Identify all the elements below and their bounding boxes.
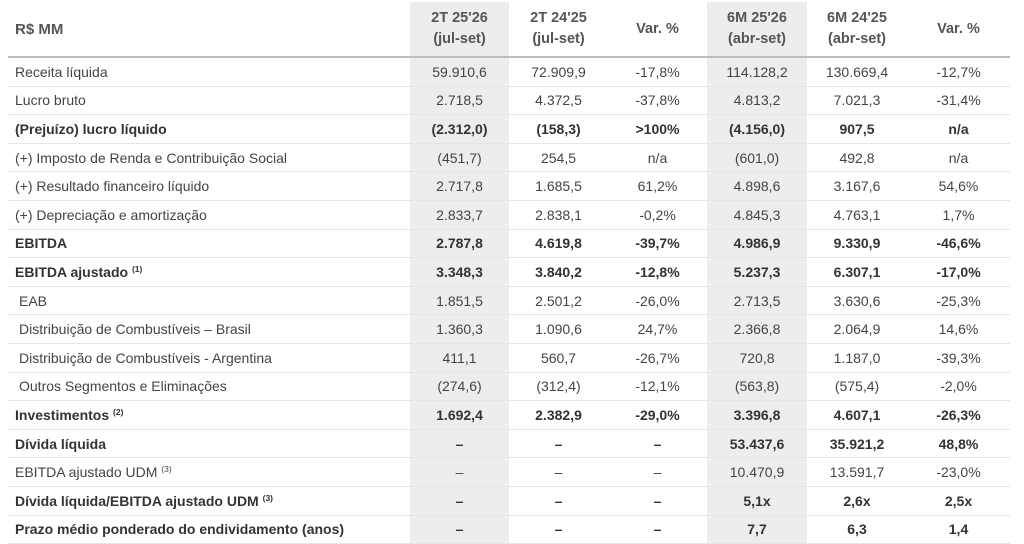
row-value-cell: -17,8% (608, 57, 707, 86)
row-value-cell: 1.360,3 (410, 315, 509, 344)
row-label: Distribuição de Combustíveis - Argentina (8, 343, 410, 372)
table-row (8, 258, 1010, 287)
row-value-cell: 72.909,9 (509, 57, 608, 86)
row-value-cell: -46,6% (907, 229, 1010, 258)
row-value-cell: – (608, 429, 707, 458)
row-label: Outros Segmentos e Eliminações (8, 372, 410, 401)
header-col-var-semester: Var. % (907, 2, 1010, 57)
row-value-cell: 5.237,3 (707, 258, 807, 287)
row-value-cell: – (410, 486, 509, 515)
row-value-cell: 254,5 (509, 143, 608, 172)
row-label: Receita líquida (8, 57, 410, 86)
row-value-cell: 6.307,1 (807, 258, 907, 287)
row-value-cell: 59.910,6 (410, 57, 509, 86)
row-value-cell: 2.713,5 (707, 286, 807, 315)
table-row (8, 401, 1010, 430)
row-label: EBITDA ajustado $^{(1)}$ (8, 258, 410, 287)
table-body (8, 57, 1010, 544)
table-row (8, 229, 1010, 258)
row-value-cell: 9.330,9 (807, 229, 907, 258)
row-label: Lucro bruto (8, 86, 410, 115)
footnote-marker: (3) (262, 492, 274, 503)
row-value-cell: (451,7) (410, 143, 509, 172)
row-label: EBITDA ajustado UDM $^{(3)}$ (8, 458, 410, 487)
row-label: Dívida líquida/EBITDA ajustado UDM $^{(3)}$ (8, 486, 410, 515)
row-value-cell: – (509, 458, 608, 487)
row-value-cell: -39,3% (907, 343, 1010, 372)
row-value-cell: 6,3 (807, 515, 907, 544)
row-value-cell: 4.763,1 (807, 200, 907, 229)
row-value-cell: (575,4) (807, 372, 907, 401)
row-value-cell: 114.128,2 (707, 57, 807, 86)
row-value-cell: 2.064,9 (807, 315, 907, 344)
row-value-cell: -12,1% (608, 372, 707, 401)
row-label: (+) Imposto de Renda e Contribuição Social (8, 143, 410, 172)
row-value-cell: 2.501,2 (509, 286, 608, 315)
row-value-cell: n/a (608, 143, 707, 172)
row-value-cell: – (509, 515, 608, 544)
row-value-cell: 4.607,1 (807, 401, 907, 430)
row-value-cell: -12,7% (907, 57, 1010, 86)
row-value-cell: 560,7 (509, 343, 608, 372)
row-value-cell: 907,5 (807, 115, 907, 144)
row-value-cell: 3.840,2 (509, 258, 608, 287)
header-col-var-quarter: Var. % (608, 2, 707, 57)
row-value-cell: -2,0% (907, 372, 1010, 401)
footnote-marker: (2) (113, 406, 124, 417)
header-col-2t-2425: 2T 24'25 (jul-set) (509, 2, 608, 57)
table-row (8, 429, 1010, 458)
row-label: Investimentos $^{(2)}$ (8, 401, 410, 430)
row-value-cell: 130.669,4 (807, 57, 907, 86)
footnote-marker: (1) (131, 263, 143, 274)
row-value-cell: 2,5x (907, 486, 1010, 515)
table-row (8, 343, 1010, 372)
row-value-cell: -26,0% (608, 286, 707, 315)
financial-summary-table (8, 2, 1010, 544)
row-value-cell: 35.921,2 (807, 429, 907, 458)
row-value-cell: 14,6% (907, 315, 1010, 344)
row-value-cell: – (509, 429, 608, 458)
row-value-cell: 53.437,6 (707, 429, 807, 458)
row-value-cell: 3.630,6 (807, 286, 907, 315)
row-value-cell: -23,0% (907, 458, 1010, 487)
row-value-cell: (563,8) (707, 372, 807, 401)
footnote-marker: (3) (161, 464, 172, 475)
table-row (8, 57, 1010, 86)
row-label: Dívida líquida (8, 429, 410, 458)
row-value-cell: – (509, 486, 608, 515)
row-value-cell: 1.685,5 (509, 172, 608, 201)
header-label: R$ MM (8, 2, 410, 57)
row-value-cell: 7.021,3 (807, 86, 907, 115)
row-value-cell: n/a (907, 143, 1010, 172)
row-value-cell: 4.986,9 (707, 229, 807, 258)
row-value-cell: 1,4 (907, 515, 1010, 544)
table-row (8, 372, 1010, 401)
table-row (8, 486, 1010, 515)
row-value-cell: -25,3% (907, 286, 1010, 315)
row-value-cell: – (410, 515, 509, 544)
table-row (8, 115, 1010, 144)
row-value-cell: 7,7 (707, 515, 807, 544)
row-value-cell: -29,0% (608, 401, 707, 430)
table-row (8, 143, 1010, 172)
row-value-cell: -37,8% (608, 86, 707, 115)
row-value-cell: 1.187,0 (807, 343, 907, 372)
row-value-cell: (274,6) (410, 372, 509, 401)
row-label: (Prejuízo) lucro líquido (8, 115, 410, 144)
row-value-cell: 10.470,9 (707, 458, 807, 487)
row-value-cell: (601,0) (707, 143, 807, 172)
row-value-cell: 5,1x (707, 486, 807, 515)
row-value-cell: – (608, 458, 707, 487)
row-value-cell: 3.396,8 (707, 401, 807, 430)
table-row (8, 315, 1010, 344)
table-row (8, 200, 1010, 229)
row-value-cell: 4.845,3 (707, 200, 807, 229)
row-value-cell: – (608, 486, 707, 515)
row-value-cell: 492,8 (807, 143, 907, 172)
header-col-6m-2526: 6M 25'26 (abr-set) (707, 2, 807, 57)
header-col-6m-2425: 6M 24'25 (abr-set) (807, 2, 907, 57)
row-value-cell: (312,4) (509, 372, 608, 401)
row-label: (+) Resultado financeiro líquido (8, 172, 410, 201)
row-value-cell: n/a (907, 115, 1010, 144)
row-value-cell: 54,6% (907, 172, 1010, 201)
row-value-cell: 4.813,2 (707, 86, 807, 115)
row-value-cell: – (410, 429, 509, 458)
row-value-cell: 3.348,3 (410, 258, 509, 287)
row-value-cell: 4.372,5 (509, 86, 608, 115)
row-value-cell: 1.851,5 (410, 286, 509, 315)
row-value-cell: -0,2% (608, 200, 707, 229)
row-value-cell: 4.619,8 (509, 229, 608, 258)
row-label: EAB (8, 286, 410, 315)
row-value-cell: 720,8 (707, 343, 807, 372)
row-value-cell: 2,6x (807, 486, 907, 515)
row-value-cell: 1.090,6 (509, 315, 608, 344)
row-value-cell: -26,7% (608, 343, 707, 372)
row-value-cell: -17,0% (907, 258, 1010, 287)
row-value-cell: 48,8% (907, 429, 1010, 458)
row-value-cell: 4.898,6 (707, 172, 807, 201)
row-value-cell: -26,3% (907, 401, 1010, 430)
row-value-cell: (4.156,0) (707, 115, 807, 144)
row-label: EBITDA (8, 229, 410, 258)
row-value-cell: -39,7% (608, 229, 707, 258)
row-value-cell: – (410, 458, 509, 487)
row-value-cell: (158,3) (509, 115, 608, 144)
row-value-cell: 3.167,6 (807, 172, 907, 201)
table-row (8, 86, 1010, 115)
row-value-cell: 2.838,1 (509, 200, 608, 229)
row-value-cell: 2.718,5 (410, 86, 509, 115)
table-row (8, 458, 1010, 487)
row-value-cell: – (608, 515, 707, 544)
row-label: Distribuição de Combustíveis – Brasil (8, 315, 410, 344)
row-value-cell: 1,7% (907, 200, 1010, 229)
row-value-cell: -12,8% (608, 258, 707, 287)
header-row (8, 2, 1010, 57)
row-value-cell: >100% (608, 115, 707, 144)
header-col-2t-2526: 2T 25'26 (jul-set) (410, 2, 509, 57)
row-value-cell: 61,2% (608, 172, 707, 201)
row-label: Prazo médio ponderado do endividamento (anos) (8, 515, 410, 544)
row-value-cell: 2.366,8 (707, 315, 807, 344)
row-value-cell: (2.312,0) (410, 115, 509, 144)
row-value-cell: 411,1 (410, 343, 509, 372)
row-value-cell: 2.833,7 (410, 200, 509, 229)
table-row (8, 515, 1010, 544)
row-value-cell: 2.717,8 (410, 172, 509, 201)
row-value-cell: -31,4% (907, 86, 1010, 115)
row-value-cell: 1.692,4 (410, 401, 509, 430)
row-label: (+) Depreciação e amortização (8, 200, 410, 229)
row-value-cell: 2.382,9 (509, 401, 608, 430)
table-row (8, 286, 1010, 315)
table-row (8, 172, 1010, 201)
row-value-cell: 13.591,7 (807, 458, 907, 487)
row-value-cell: 2.787,8 (410, 229, 509, 258)
row-value-cell: 24,7% (608, 315, 707, 344)
